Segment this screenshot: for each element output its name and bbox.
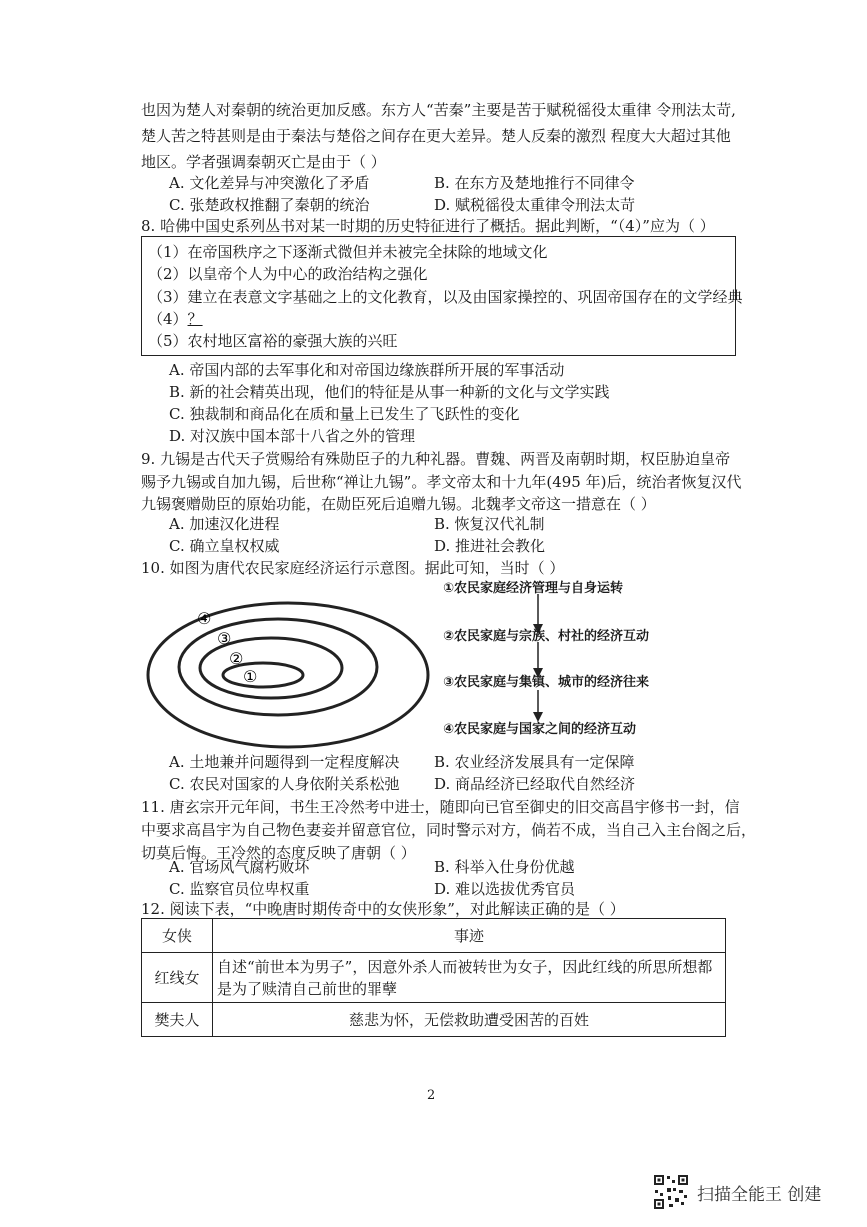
q8-box-line-4: [148, 309, 203, 329]
qr-code-icon: [653, 1174, 689, 1210]
page-number: 2: [427, 1088, 436, 1103]
q8-box: [141, 236, 743, 356]
q9-line-2: 赐予九锡或自加九锡，后世称“禅让九锡”。孝文帝太和十九年(495 年)后，统治者恢复汉代: [141, 473, 742, 491]
q9-option-a: A. 加速汉化进程: [169, 515, 280, 533]
flow-step-4: ④农民家庭与国家之间的经济互动: [443, 722, 637, 737]
q8-stem: 8. 哈佛中国史系列丛书对某一时期的历史特征进行了概括。据此判断，“（4）”应为（ ）: [141, 217, 715, 235]
intro-line-2: 楚人苦之特甚则是由于秦法与楚俗之间存在更大差异。楚人反秦的激烈 程度大大超过其他: [141, 127, 731, 145]
q11-line-1: 11. 唐玄宗开元年间，书生王冷然考中进士，随即向已官至御史的旧交高昌宇修书一封，信: [141, 798, 740, 816]
footer-text: 扫描全能王 创建: [697, 1184, 822, 1205]
q7-option-c: C. 张楚政权推翻了秦朝的统治: [169, 196, 370, 214]
q8-box-line-2: （2）以皇帝个人为中心的政治结构之强化: [148, 265, 428, 283]
q12-stem: 12. 阅读下表，“中晚唐时期传奇中的女侠形象”，对此解读正确的是（ ）: [141, 900, 625, 918]
circle-label-3: ③: [217, 629, 232, 648]
table-header-deeds: 事迹: [213, 919, 726, 953]
q8-box-line-5: （5）农村地区富裕的豪强大族的兴旺: [148, 332, 398, 350]
q9-option-c: C. 确立皇权权威: [169, 537, 280, 555]
ellipse-4: [148, 603, 428, 747]
q8-box-line-4-label: （4）: [148, 310, 188, 328]
q8-option-d: D. 对汉族中国本部十八省之外的管理: [169, 427, 416, 445]
q10-stem: 10. 如图为唐代农民家庭经济运行示意图。据此可知，当时（ ）: [141, 559, 565, 577]
q9-line-3: 九锡褒赠勋臣的原始功能，在勋臣死后追赠九锡。北魏孝文帝这一措意在（ ）: [141, 495, 656, 513]
circle-label-1: ①: [243, 667, 258, 686]
q8-option-c: C. 独裁制和商品化在质和量上已发生了飞跃性的变化: [169, 405, 520, 423]
q8-option-a: A. 帝国内部的去军事化和对帝国边缘族群所开展的军事活动: [169, 361, 565, 379]
table-cell-deed: 自述“前世本为男子”，因意外杀人而被转世为女子，因此红线的所思所想都是为了赎清自己前世的罪孽: [213, 953, 726, 1003]
q8-question-mark: ？: [187, 310, 203, 328]
table-header-row: [142, 919, 726, 953]
q7-option-a: A. 文化差异与冲突激化了矛盾: [169, 174, 370, 192]
table-cell-name: 樊夫人: [142, 1003, 213, 1037]
q11-option-d: D. 难以选拔优秀官员: [434, 880, 576, 898]
q9-option-d: D. 推进社会教化: [434, 537, 546, 555]
q12-table: [141, 918, 726, 1037]
q11-line-2: 中要求高昌宇为自己物色妻妾并留意官位，同时警示对方，倘若不成，当自己入主台阁之后，: [141, 821, 757, 839]
q7-option-b: B. 在东方及楚地推行不同律令: [434, 174, 635, 192]
flow-step-2: ②农民家庭与宗族、村社的经济互动: [443, 629, 650, 644]
q8-option-b: B. 新的社会精英出现，他们的特征是从事一种新的文化与文学实践: [169, 383, 610, 401]
table-row: [142, 953, 726, 1003]
q10-option-c: C. 农民对国家的人身依附关系松弛: [169, 775, 400, 793]
intro-line-1: 也因为楚人对秦朝的统治更加反感。东方人“苦秦”主要是苦于赋税徭役太重律 令刑法太苛,: [141, 101, 736, 119]
q8-box-line-1: （1）在帝国秩序之下逐渐式微但并未被完全抹除的地域文化: [148, 243, 548, 261]
q11-option-c: C. 监察官员位卑权重: [169, 880, 310, 898]
intro-line-3: 地区。学者强调秦朝灭亡是由于（ ）: [141, 153, 386, 171]
ellipse-3: [179, 619, 377, 715]
q8-box-line-3: （3）建立在表意文字基础之上的文化教育，以及由国家操控的、巩固帝国存在的文学经典: [148, 288, 743, 306]
q10-option-a: A. 土地兼并问题得到一定程度解决: [169, 753, 400, 771]
q9-line-1: 9. 九锡是古代天子赏赐给有殊勋臣子的九种礼器。曹魏、两晋及南朝时期，权臣胁迫皇帝: [141, 450, 731, 468]
flow-step-3: ③农民家庭与集镇、城市的经济往来: [443, 675, 650, 690]
table-cell-name: 红线女: [142, 953, 213, 1003]
q10-ellipse-diagram: [140, 590, 440, 760]
circle-label-2: ②: [229, 649, 244, 668]
table-header-heroine: 女侠: [142, 919, 213, 953]
flow-arrows: [528, 590, 548, 730]
q11-option-a: A. 官场风气腐朽败坏: [169, 858, 310, 876]
q9-option-b: B. 恢复汉代礼制: [434, 515, 545, 533]
q10-option-d: D. 商品经济已经取代自然经济: [434, 775, 636, 793]
table-cell-deed: 慈悲为怀，无偿救助遭受困苦的百姓: [213, 1003, 726, 1037]
scanner-watermark: [653, 1174, 821, 1210]
circle-label-4: ④: [197, 609, 212, 628]
q10-option-b: B. 农业经济发展具有一定保障: [434, 753, 635, 771]
q11-line-3: 切莫后悔。王冷然的态度反映了唐朝（ ）: [141, 844, 416, 862]
flow-step-1: ①农民家庭经济管理与自身运转: [443, 581, 624, 596]
q7-option-d: D. 赋税徭役太重律令刑法太苛: [434, 196, 636, 214]
table-row: [142, 1003, 726, 1037]
q11-option-b: B. 科举入仕身份优越: [434, 858, 575, 876]
